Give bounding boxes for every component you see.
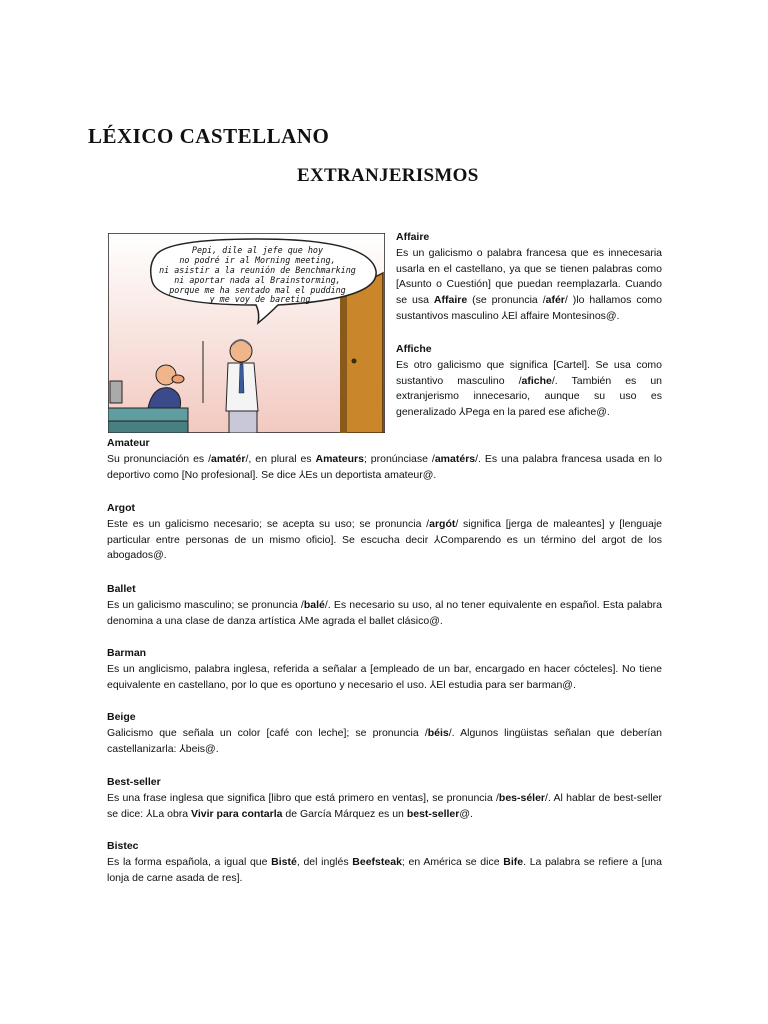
definition-text: , del inglés (296, 855, 353, 868)
entry-affiche (396, 342, 662, 421)
bold-text: balé (303, 598, 325, 611)
entry-term: Beige (107, 711, 136, 723)
entry-bistec (107, 839, 662, 886)
computer-shape (110, 381, 122, 403)
bold-text: amatér (211, 452, 246, 465)
entry-definition (396, 358, 662, 421)
speech-line: y me voy de bareting (209, 294, 311, 304)
standing-man-pants (229, 411, 257, 433)
section-title: EXTRANJERISMOS (297, 165, 479, 186)
entry-term: Argot (107, 502, 135, 514)
definition-text: de García Márquez es un (282, 807, 407, 820)
entry-definition (107, 517, 662, 564)
bold-text: amatérs (434, 452, 476, 465)
tie-shape (239, 364, 244, 393)
entry-affaire (396, 230, 662, 325)
definition-text: /. Es necesario su uso, al no tener equivalente en español. Esta palabra denomina a una clase de danza artística ⅄Me agrada el ballet clásico@. (107, 598, 663, 627)
entry-term: Affaire (396, 231, 430, 243)
definition-text: Galicismo que señala un color [café con leche]; se pronuncia / (107, 726, 428, 739)
bold-text: afér (545, 294, 565, 307)
definition-text: /. Al hablar de best-seller se dice: ⅄La obra (107, 791, 662, 820)
speech-line: Pepi, dile al jefe que hoy (191, 245, 324, 255)
definition-text: ; en América se dice (401, 855, 504, 868)
entry-term: Best-seller (107, 776, 161, 788)
speech-line: no podré ir al Morning meeting, (179, 255, 336, 265)
entry-term: Bistec (107, 840, 139, 852)
entry-definition (107, 452, 662, 484)
bold-text: béis (427, 726, 449, 739)
definition-text: @. (459, 807, 473, 820)
entry-barman (107, 646, 662, 693)
entry-amateur (107, 436, 662, 483)
entry-definition (107, 726, 662, 758)
bold-text: best-seller (406, 807, 460, 820)
entry-definition (396, 246, 662, 325)
entry-best-seller (107, 775, 662, 822)
entry-definition (107, 855, 662, 887)
bold-text: afiche (521, 374, 552, 387)
entry-term: Amateur (107, 437, 150, 449)
definition-text: / )lo hallamos como sustantivos masculino ⅄El affaire Montesinos@. (396, 294, 662, 322)
door-frame (340, 289, 347, 433)
definition-text: Es la forma española, a igual que (107, 855, 272, 868)
entry-beige (107, 710, 662, 757)
entry-term: Affiche (396, 343, 432, 355)
definition-text: . La palabra se refiere a [una lonja de carne asada de res]. (107, 855, 662, 884)
definition-text: /. También es un extranjerismo innecesario, aunque su uso es generalizado ⅄Pega en la pared ese afiche@. (396, 374, 662, 419)
bold-text: Bisté (271, 855, 297, 868)
bold-text: Affaire (433, 294, 468, 307)
bold-text: Amateurs (315, 452, 364, 465)
speech-line: ni aportar nada al Brainstorming, (174, 275, 341, 285)
definition-text: Su pronunciación es / (107, 452, 212, 465)
definition-text: /. Algunos lingüistas señalan que deberían castellanizarla: ⅄beis@. (107, 726, 662, 755)
definition-text: Es un galicismo masculino; se pronuncia / (107, 598, 304, 611)
door-shape (346, 273, 383, 433)
entry-term: Barman (107, 647, 147, 659)
definition-text: / significa [jerga de maleantes] y [lenguaje particular entre personas de un mismo oficio]. Se escucha decir ⅄Comparendo es un término del argot de los abogados@. (107, 517, 662, 562)
speech-line: porque me ha sentado mal el pudding (169, 285, 346, 295)
definition-text: ; pronúnciase / (363, 452, 435, 465)
bold-text: Beefsteak (352, 855, 402, 868)
seated-man-head (156, 365, 176, 385)
desk-shape (108, 421, 188, 433)
entry-definition (107, 791, 662, 823)
bold-text: Vivir para contarla (191, 807, 283, 820)
bold-text: Bife (503, 855, 524, 868)
definition-text: Es un galicismo o palabra francesa que es innecesaria usarla en el castellano, ya que se tienen palabras como [Asunto o Cuestión] que puedan reemplazarla. Cuando se usa (396, 246, 662, 307)
entry-definition (107, 662, 662, 694)
definition-text: (se pronuncia / (467, 294, 546, 307)
definition-text: Es un anglicismo, palabra inglesa, referida a señalar a [empleado de un bar, encargado en hacer cócteles]. No tiene equivalente en castellano, por lo que es oportuno y necesario el uso. ⅄El estudia para ser barman@. (107, 662, 662, 691)
entry-ballet (107, 582, 662, 629)
office-cartoon-illustration (108, 233, 385, 433)
entry-definition (107, 598, 662, 630)
entry-argot (107, 501, 662, 564)
definition-text: Este es un galicismo necesario; se acepta su uso; se pronuncia / (107, 517, 430, 530)
entry-term: Ballet (107, 583, 136, 595)
speech-line: ni asistir a la reunión de Benchmarking (159, 265, 356, 275)
definition-text: Es otro galicismo que significa [Cartel]. Se usa como sustantivo masculino / (396, 358, 662, 387)
definition-text: Es una frase inglesa que significa [libro que está primero en ventas], se pronuncia / (107, 791, 499, 804)
bold-text: bes-séler (498, 791, 546, 804)
page-title: LÉXICO CASTELLANO (88, 124, 330, 148)
bold-text: argót (429, 517, 456, 530)
definition-text: /. Es una palabra francesa usada en lo deportivo como [No profesional]. Se dice ⅄Es un deportista amateur@. (107, 452, 663, 481)
definition-text: /, en plural es (245, 452, 316, 465)
